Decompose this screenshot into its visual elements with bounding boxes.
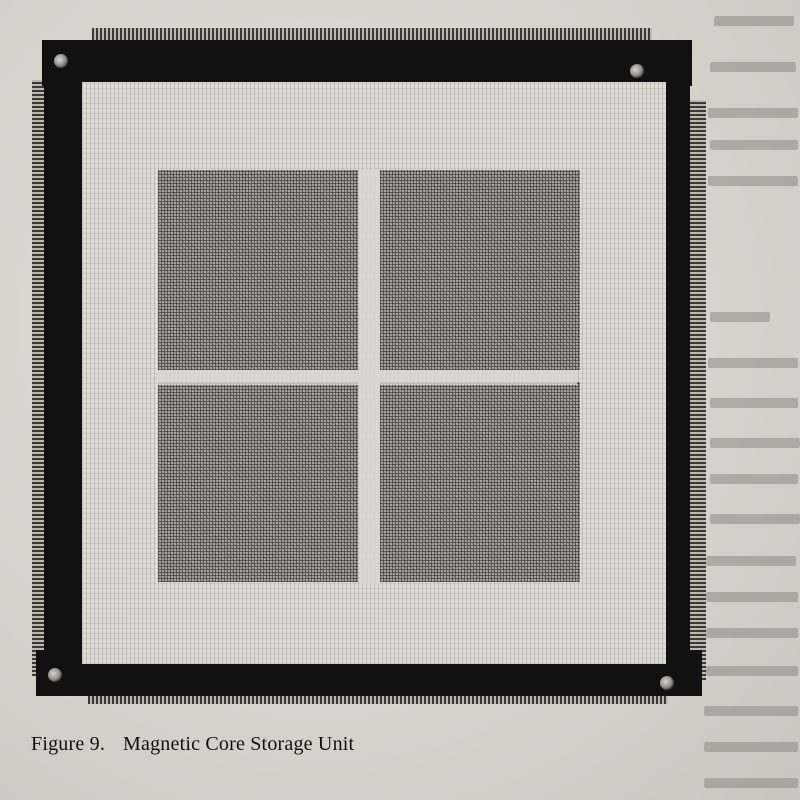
mount-screw-bottom-right xyxy=(660,676,674,690)
frame-left-bar xyxy=(44,40,84,680)
core-memory-photograph xyxy=(30,20,710,710)
core-array-bottom-right xyxy=(380,382,580,582)
core-array-top-left xyxy=(158,170,358,370)
pin-strip-right xyxy=(690,100,706,680)
frame-top-bar xyxy=(42,40,692,86)
mount-screw-top-right xyxy=(630,64,644,78)
core-array-bottom-left xyxy=(158,382,358,582)
core-divider-horizontal xyxy=(157,371,577,385)
core-array-top-right xyxy=(380,170,580,370)
mount-screw-top-left xyxy=(54,54,68,68)
figure-title: Magnetic Core Storage Unit xyxy=(123,733,355,755)
mount-screw-bottom-left xyxy=(48,668,62,682)
core-plane xyxy=(82,82,666,664)
figure-number: Figure 9. xyxy=(31,733,106,755)
figure-caption xyxy=(31,733,354,756)
bleed-through-text xyxy=(700,0,800,800)
